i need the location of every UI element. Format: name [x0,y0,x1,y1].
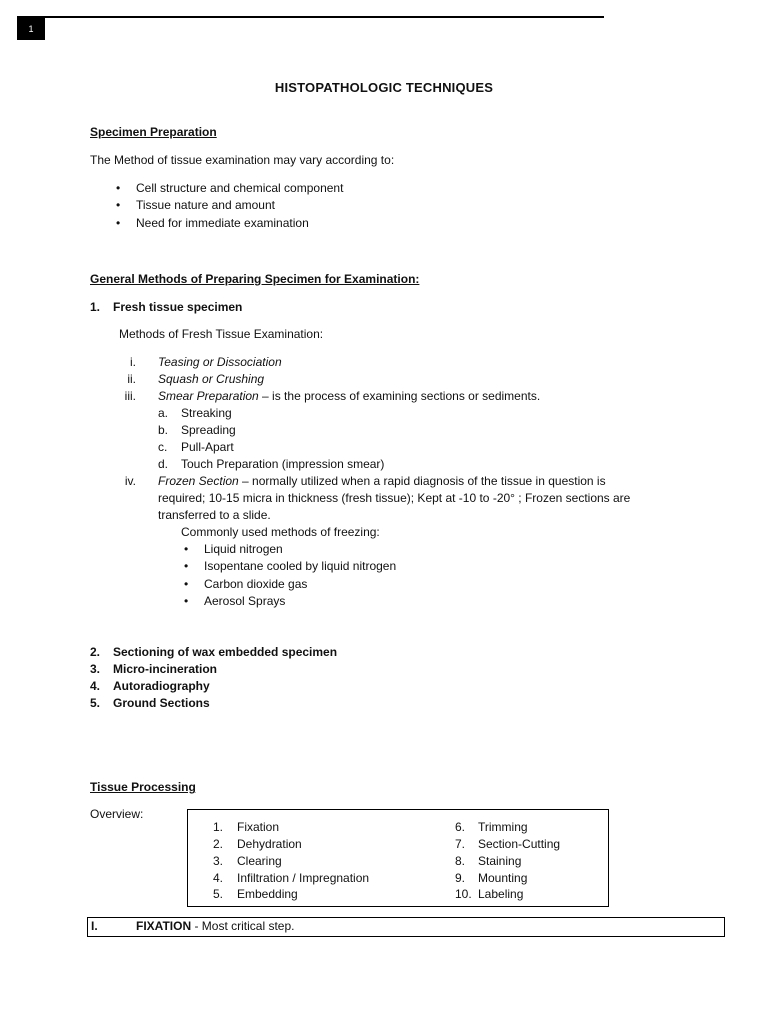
freezing-bullet: • Liquid nitrogen [204,541,283,558]
item-number: 3. [90,662,101,676]
item-label: Sectioning of wax embedded specimen [113,645,338,659]
step-number: 6. [455,820,466,834]
item-number: 5. [90,696,101,710]
sub-letter: d. [158,457,169,471]
item-label: Ground Sections [113,696,210,710]
step-number: 8. [455,854,466,868]
roman-description: – is the process of examining sections or sediments. [258,389,541,403]
sub-letter: b. [158,423,169,437]
step-number: 1. [213,820,224,834]
freezing-intro: Commonly used methods of freezing: [181,525,380,539]
sub-letter: a. [158,406,169,420]
specimen-preparation-heading: Specimen Preparation [90,125,217,139]
smear-preparation-line [158,388,540,405]
roman-number: i. [130,355,136,369]
specimen-bullet: • Need for immediate examination [136,215,309,232]
frozen-section-line [158,473,606,490]
sub-label: Streaking [181,406,232,420]
specimen-intro: The Method of tissue examination may vary according to: [90,153,395,167]
step-label: Embedding [237,887,298,901]
step-number: 5. [213,887,224,901]
step-label: Trimming [478,820,528,834]
header-rule [17,16,604,18]
freezing-bullet: • Carbon dioxide gas [204,576,307,593]
freezing-bullet: • Isopentane cooled by liquid nitrogen [204,558,396,575]
step-number: 9. [455,871,466,885]
freezing-bullet: • Aerosol Sprays [204,593,285,610]
fixation-line [136,918,294,935]
item-number: 4. [90,679,101,693]
frozen-section-line-2: required; 10-15 micra in thickness (fresh tissue); Kept at -10 to -20° ; Frozen sections are [158,491,631,505]
step-label: Clearing [237,854,282,868]
specimen-bullet: • Tissue nature and amount [136,197,275,214]
tissue-processing-heading: Tissue Processing [90,780,196,794]
step-number: 2. [213,837,224,851]
step-number: 3. [213,854,224,868]
specimen-bullet: • Cell structure and chemical component [136,180,343,197]
step-number: 4. [213,871,224,885]
sub-label: Touch Preparation (impression smear) [181,457,385,471]
item-1-number: 1. [90,300,101,314]
roman-label: Frozen Section [158,474,239,488]
step-number: 10. [455,887,472,901]
item-label: Micro-incineration [113,662,218,676]
step-number: 7. [455,837,466,851]
fixation-label: FIXATION [136,919,192,933]
roman-number: iii. [124,389,136,403]
step-label: Fixation [237,820,280,834]
overview-label: Overview: [90,807,144,821]
item-label: Autoradiography [113,679,210,693]
page-title: HISTOPATHOLOGIC TECHNIQUES [274,80,494,95]
general-methods-heading: General Methods of Preparing Specimen for Examination: [90,272,420,286]
fixation-number: I. [91,919,98,933]
sub-letter: c. [158,440,168,454]
roman-label: Smear Preparation [158,389,259,403]
fixation-description: - Most critical step. [191,919,295,933]
roman-number: iv. [124,474,136,488]
roman-description: – normally utilized when a rapid diagnosis of the tissue in question is [238,474,606,488]
sub-label: Pull-Apart [181,440,234,454]
roman-number: ii. [127,372,136,386]
step-label: Labeling [478,887,524,901]
step-label: Mounting [478,871,528,885]
roman-label: Squash or Crushing [158,372,265,386]
step-label: Infiltration / Impregnation [237,871,370,885]
sub-label: Spreading [181,423,236,437]
step-label: Section-Cutting [478,837,561,851]
page-number: 1 [17,18,45,40]
step-label: Staining [478,854,522,868]
frozen-section-line-3: transferred to a slide. [158,508,271,522]
roman-label: Teasing or Dissociation [158,355,282,369]
item-number: 2. [90,645,101,659]
item-1-label: Fresh tissue specimen [113,300,243,314]
step-label: Dehydration [237,837,302,851]
methods-intro: Methods of Fresh Tissue Examination: [119,327,324,341]
